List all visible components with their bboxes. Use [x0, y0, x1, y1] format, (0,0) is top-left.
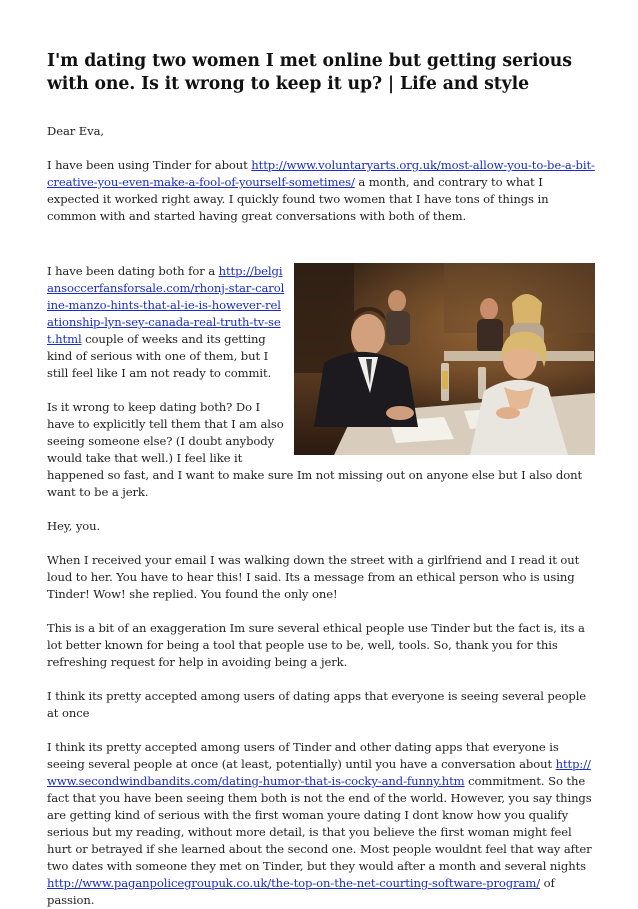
- paragraph-1: [47, 157, 595, 225]
- paragraph-7: I think its pretty accepted among users of dating apps that everyone is seeing several people at once: [47, 689, 587, 720]
- paragraph-2-text-end: couple of weeks and its getting kind of serious with one of them, but I still feel like I am not ready to commit.: [47, 332, 272, 380]
- paragraph-2-block: [47, 263, 595, 501]
- paragraph-8-text-middle: commitment. So the fact that you have been seeing them both is not the end of the world. However, you say things are getting kind of serious with the first woman youre dating I dont know how you qualify serious but my reading, without more detail, is that you believe the first woman might feel hurt or betrayed if she learned about the second one. Most people wouldnt feel that way after two dates with someone they met on Tinder, but they would after a month and several nights: [47, 774, 592, 873]
- paragraph-5: When I received your email I was walking down the street with a girlfriend and I read it out loud to her. You have to hear this! I said. Its a message from an ethical person who is using Tinder! Wow! she replied. You found the only one!: [47, 553, 580, 601]
- paragraph-8-text: I think its pretty accepted among users of Tinder and other dating apps that everyone is seeing several people at once (at least, potentially) until you have a conversation about: [47, 740, 559, 771]
- article: [47, 50, 595, 909]
- paragraph-3: Is it wrong to keep dating both? Do I have to explicitly tell them that I am also seeing someone else? (I doubt anybody would take that well.) I feel like it happened so fast, and I want to make sure Im not missing out on anyone else but I also dont want to be a jerk.: [47, 400, 583, 499]
- paragraph-8: [47, 739, 595, 909]
- speed-dating-photo: [294, 263, 595, 455]
- paragraph-2-text: I have been dating both for a: [47, 264, 219, 278]
- paragraph-1-text-end: a month, and contrary to what I expected it worked right away. I quickly found two women that I have tons of things in common with and started having great conversations with both of them.: [47, 175, 549, 223]
- paragraph-1-text: I have been using Tinder for about: [47, 158, 252, 172]
- belgiansoccerfans-link[interactable]: http://belgiansoccerfansforsale.com/rhonj-star-caroline-manzo-hints-that-al-ie-is-however-relationship-lyn-sey-canada-real-truth-tv-set.html: [47, 264, 285, 346]
- voluntaryarts-link[interactable]: http://www.voluntaryarts.org.uk/most-allow-you-to-be-a-bit-creative-you-even-make-a-fool-of-yourself-sometimes/: [47, 158, 595, 189]
- salutation: Dear Eva,: [47, 124, 105, 138]
- paragraph-8-text-end: of passion.: [47, 876, 555, 907]
- paragraph-6: This is a bit of an exaggeration Im sure several ethical people use Tinder but the fact is, its a lot better known for being a tool that people use to be, well, tools. So, thank you for this refreshing request for help in avoiding being a jerk.: [47, 621, 585, 669]
- article-title: I'm dating two women I met online but getting serious with one. Is it wrong to keep it up? | Life and style: [47, 51, 572, 94]
- paganpolicegroup-link[interactable]: http://www.paganpolicegroupuk.co.uk/the-top-on-the-net-courting-software-program/: [47, 876, 541, 890]
- paragraph-4: Hey, you.: [47, 519, 101, 533]
- secondwindbandits-link[interactable]: http://www.secondwindbandits.com/dating-humor-that-is-cocky-and-funny.htm: [47, 757, 591, 788]
